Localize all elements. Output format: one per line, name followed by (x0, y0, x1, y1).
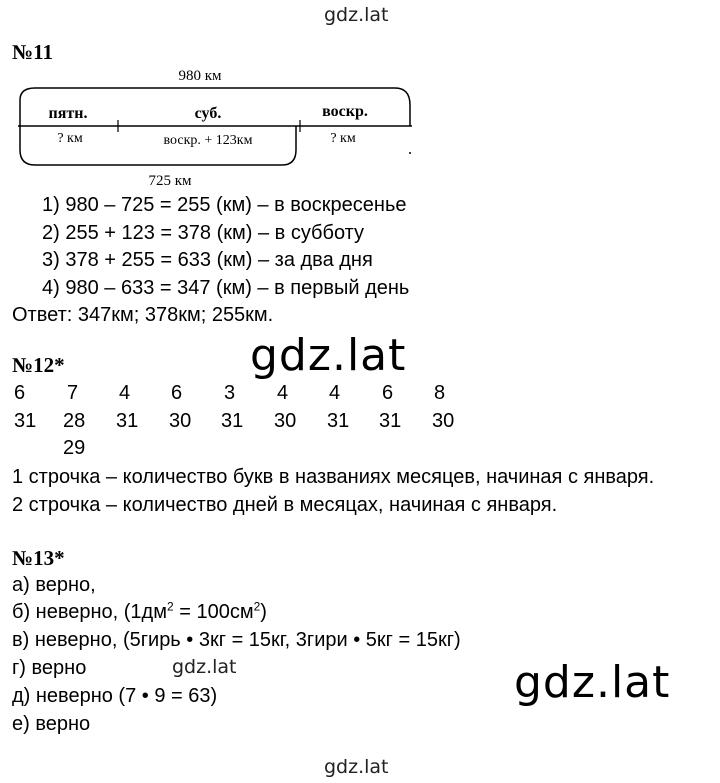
row2-value: 31 (327, 410, 350, 432)
watermark-bottom: gdz.lat (324, 756, 389, 778)
watermark-right: gdz.lat (514, 657, 671, 708)
task-11-diagram (0, 60, 430, 190)
task-12-header: №12* (12, 353, 65, 377)
row2-value: 31 (14, 410, 37, 432)
task-13-a: а) верно, (12, 574, 96, 596)
watermark-small: gdz.lat (172, 656, 237, 678)
diagram-below-sun: ? км (330, 131, 356, 146)
task-13-b-mid: = 100см (173, 601, 254, 623)
task-11-answer: Ответ: 347км; 378км; 255км. (12, 304, 274, 326)
task-13-e: е) верно (12, 713, 91, 735)
diagram-bottom: 725 км (148, 173, 192, 189)
task-12-row-2 (0, 410, 720, 436)
row1-value: 3 (224, 382, 236, 404)
diagram-below-fri: ? км (57, 131, 83, 146)
task-13-b-sup-2: 2 (253, 599, 261, 614)
row1-value: 6 (382, 382, 394, 404)
task-13-b-sup-1: 2 (166, 599, 174, 614)
task-12-row-1 (0, 382, 720, 408)
diagram-day-sat: суб. (194, 105, 222, 122)
diagram-total: 980 км (178, 68, 222, 84)
task-11-step-1: 1) 980 – 725 = 255 (км) – в воскресенье (42, 194, 407, 216)
row2-value: 28 (63, 410, 86, 432)
watermark-middle: gdz.lat (250, 330, 407, 381)
task-11-step-2: 2) 255 + 123 = 378 (км) – в субботу (42, 222, 365, 244)
row1-value: 4 (329, 382, 341, 404)
row2-value: 31 (221, 410, 244, 432)
row2-value: 30 (169, 410, 192, 432)
task-13-d: д) неверно (7 • 9 = 63) (12, 685, 218, 707)
row2-value: 31 (379, 410, 402, 432)
task-13-b-post: ) (260, 601, 267, 623)
row1-value: 8 (434, 382, 446, 404)
row1-value: 6 (171, 382, 183, 404)
diagram-below-sat: воскр. + 123км (163, 133, 253, 148)
diagram-day-sun: воскр. (322, 103, 368, 120)
task-12-extra: 29 (63, 437, 86, 459)
task-11-step-3: 3) 378 + 255 = 633 (км) – за два дня (42, 249, 373, 271)
row2-value: 30 (274, 410, 297, 432)
watermark-top: gdz.lat (324, 4, 389, 26)
task-11-step-4: 4) 980 – 633 = 347 (км) – в первый день (42, 277, 410, 299)
row1-value: 7 (67, 382, 79, 404)
row2-value: 30 (432, 410, 455, 432)
task-13-b-pre: б) неверно, (1дм (12, 601, 167, 623)
row2-value: 31 (116, 410, 139, 432)
diagram-day-fri: пятн. (48, 105, 88, 122)
row1-value: 4 (119, 382, 131, 404)
task-13-g: г) верно (12, 657, 87, 679)
task-13-v: в) неверно, (5гирь • 3кг = 15кг, 3гири • 5кг = 15кг) (12, 629, 461, 651)
row1-value: 6 (14, 382, 26, 404)
task-12-line-2: 2 строчка – количество дней в месяцах, начиная с января. (12, 494, 558, 516)
task-13-header: №13* (12, 546, 65, 570)
task-13-b (12, 601, 267, 624)
task-12-line-1: 1 строчка – количество букв в названиях месяцев, начиная с января. (12, 466, 655, 488)
task-11-header: №11 (12, 40, 53, 64)
row1-value: 4 (277, 382, 289, 404)
